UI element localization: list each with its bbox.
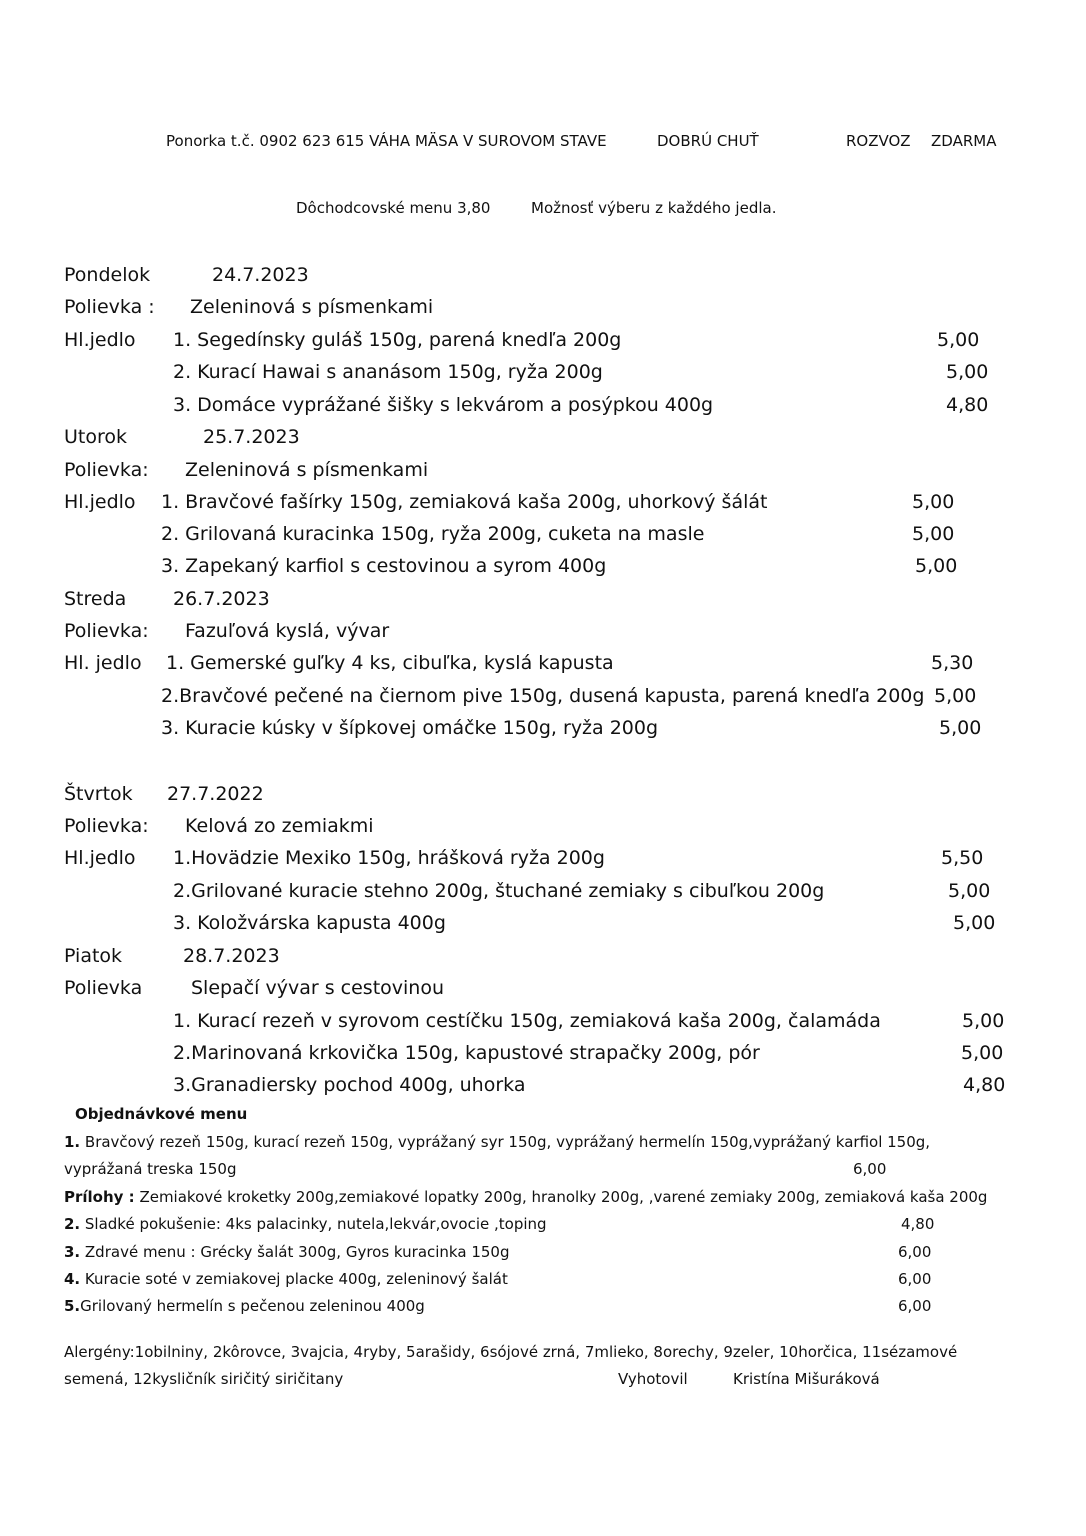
dish-price: 5,00 [934, 685, 977, 707]
soup-name: Fazuľová kyslá, vývar [185, 620, 390, 642]
dish-price: 4,80 [963, 1074, 1006, 1096]
dish-price: 5,00 [946, 361, 989, 383]
sides-text: Zemiakové kroketky 200g,zemiakové lopatky 200g, hranolky 200g, ,varené zemiaky 200g, zemiaková kaša 200g [134, 1188, 988, 1206]
order-item-4 [64, 1270, 508, 1288]
order-item-text: Kuracie soté v zemiakovej placke 400g, zeleninový šalát [80, 1270, 508, 1288]
dish-name: 3. Koložvárska kapusta 400g [173, 912, 446, 934]
dish-price: 5,00 [962, 1010, 1005, 1032]
order-menu-title: Objednávkové menu [75, 1105, 248, 1123]
dish-price: 5,50 [941, 847, 984, 869]
dish-price: 5,00 [953, 912, 996, 934]
header-good-taste: DOBRÚ CHUŤ [657, 132, 759, 150]
day-date: 28.7.2023 [183, 945, 280, 967]
order-item-1-cont: vyprážaná treska 150g [64, 1160, 237, 1178]
dish-name: 2.Marinovaná krkovička 150g, kapustové strapačky 200g, pór [173, 1042, 760, 1064]
day-date: 24.7.2023 [212, 264, 309, 286]
soup-name: Zeleninová s písmenkami [190, 296, 434, 318]
order-item-price: 6,00 [898, 1243, 932, 1261]
order-item-price: 6,00 [898, 1297, 932, 1315]
order-item-text: Bravčový rezeň 150g, kurací rezeň 150g, vyprážaný syr 150g, vyprážaný hermelín 150g,vyprážaný karfiol 150g, [80, 1133, 931, 1151]
soup-label: Polievka: [64, 459, 149, 481]
order-item-number: 2. [64, 1215, 81, 1233]
dish-price: 5,00 [912, 523, 955, 545]
header-delivery: ROZVOZ [846, 132, 911, 150]
order-item-price: 6,00 [853, 1160, 887, 1178]
soup-name: Zeleninová s písmenkami [185, 459, 429, 481]
order-item-price: 6,00 [898, 1270, 932, 1288]
allergens-line-1: Alergény:1obilniny, 2kôrovce, 3vajcia, 4ryby, 5arašidy, 6sójové zrná, 7mlieko, 8orechy, 9zeler, 10horčica, 11sézamové [64, 1343, 958, 1361]
dish-price: 5,00 [912, 491, 955, 513]
order-item-price: 4,80 [901, 1215, 935, 1233]
day-date: 27.7.2022 [167, 783, 264, 805]
dish-name: 1.Hovädzie Mexiko 150g, hrášková ryža 200g [173, 847, 605, 869]
order-item-text: Zdravé menu : Grécky šalát 300g, Gyros kuracinka 150g [80, 1243, 510, 1261]
allergens-line-2: semená, 12kysličník siričitý siričitany [64, 1370, 344, 1388]
dish-name: 1. Bravčové fašírky 150g, zemiaková kaša 200g, uhorkový šálát [161, 491, 768, 513]
pension-menu: Dôchodcovské menu 3,80 [296, 199, 491, 217]
order-item-2 [64, 1215, 547, 1233]
soup-name: Slepačí vývar s cestovinou [191, 977, 445, 999]
order-item-text: Grilovaný hermelín s pečenou zeleninou 400g [80, 1297, 425, 1315]
dish-name: 1. Gemerské guľky 4 ks, cibuľka, kyslá kapusta [166, 652, 614, 674]
header-free: ZDARMA [931, 132, 997, 150]
dish-name: 3. Kuracie kúsky v šípkovej omáčke 150g, ryža 200g [161, 717, 659, 739]
prepared-by: Kristína Mišuráková [733, 1370, 880, 1388]
dish-price: 4,80 [946, 394, 989, 416]
main-label: Hl.jedlo [64, 847, 136, 869]
dish-price: 5,00 [937, 329, 980, 351]
order-item-1 [64, 1133, 930, 1151]
dish-name: 2. Grilovaná kuracinka 150g, ryža 200g, cuketa na masle [161, 523, 705, 545]
dish-name: 2.Bravčové pečené na čiernom pive 150g, dusená kapusta, parená knedľa 200g [161, 685, 925, 707]
soup-label: Polievka : [64, 296, 155, 318]
dish-name: 2.Grilované kuracie stehno 200g, štuchané zemiaky s cibuľkou 200g [173, 880, 825, 902]
order-item-3 [64, 1243, 509, 1261]
choice-note: Možnosť výberu z každého jedla. [531, 199, 777, 217]
soup-label: Polievka [64, 977, 143, 999]
dish-name: 1. Segedínsky guláš 150g, parená knedľa 200g [173, 329, 622, 351]
dish-name: 3.Granadiersky pochod 400g, uhorka [173, 1074, 526, 1096]
day-name: Piatok [64, 945, 123, 967]
order-item-5 [64, 1297, 425, 1315]
dish-price: 5,00 [948, 880, 991, 902]
order-item-number: 5. [64, 1297, 81, 1315]
day-date: 25.7.2023 [203, 426, 300, 448]
header-contact: Ponorka t.č. 0902 623 615 VÁHA MÄSA V SUROVOM STAVE [166, 132, 607, 150]
day-name: Streda [64, 588, 127, 610]
prepared-label: Vyhotovil [618, 1370, 688, 1388]
main-label: Hl. jedlo [64, 652, 142, 674]
dish-name: 3. Zapekaný karfiol s cestovinou a syrom 400g [161, 555, 607, 577]
dish-price: 5,30 [931, 652, 974, 674]
dish-name: 3. Domáce vyprážané šišky s lekvárom a posýpkou 400g [173, 394, 714, 416]
day-name: Štvrtok [64, 783, 133, 805]
main-label: Hl.jedlo [64, 491, 136, 513]
dish-price: 5,00 [961, 1042, 1004, 1064]
soup-label: Polievka: [64, 620, 149, 642]
dish-price: 5,00 [939, 717, 982, 739]
sides-label: Prílohy : [64, 1188, 135, 1206]
order-item-number: 3. [64, 1243, 81, 1261]
order-item-text: Sladké pokušenie: 4ks palacinky, nutela,lekvár,ovocie ,toping [80, 1215, 547, 1233]
dish-name: 1. Kurací rezeň v syrovom cestíčku 150g, zemiaková kaša 200g, čalamáda [173, 1010, 881, 1032]
order-item-number: 1. [64, 1133, 81, 1151]
sides-line [64, 1188, 987, 1206]
soup-name: Kelová zo zemiakmi [185, 815, 374, 837]
day-name: Utorok [64, 426, 128, 448]
soup-label: Polievka: [64, 815, 149, 837]
order-item-number: 4. [64, 1270, 81, 1288]
day-date: 26.7.2023 [173, 588, 270, 610]
day-name: Pondelok [64, 264, 151, 286]
main-label: Hl.jedlo [64, 329, 136, 351]
dish-price: 5,00 [915, 555, 958, 577]
dish-name: 2. Kurací Hawai s ananásom 150g, ryža 200g [173, 361, 603, 383]
